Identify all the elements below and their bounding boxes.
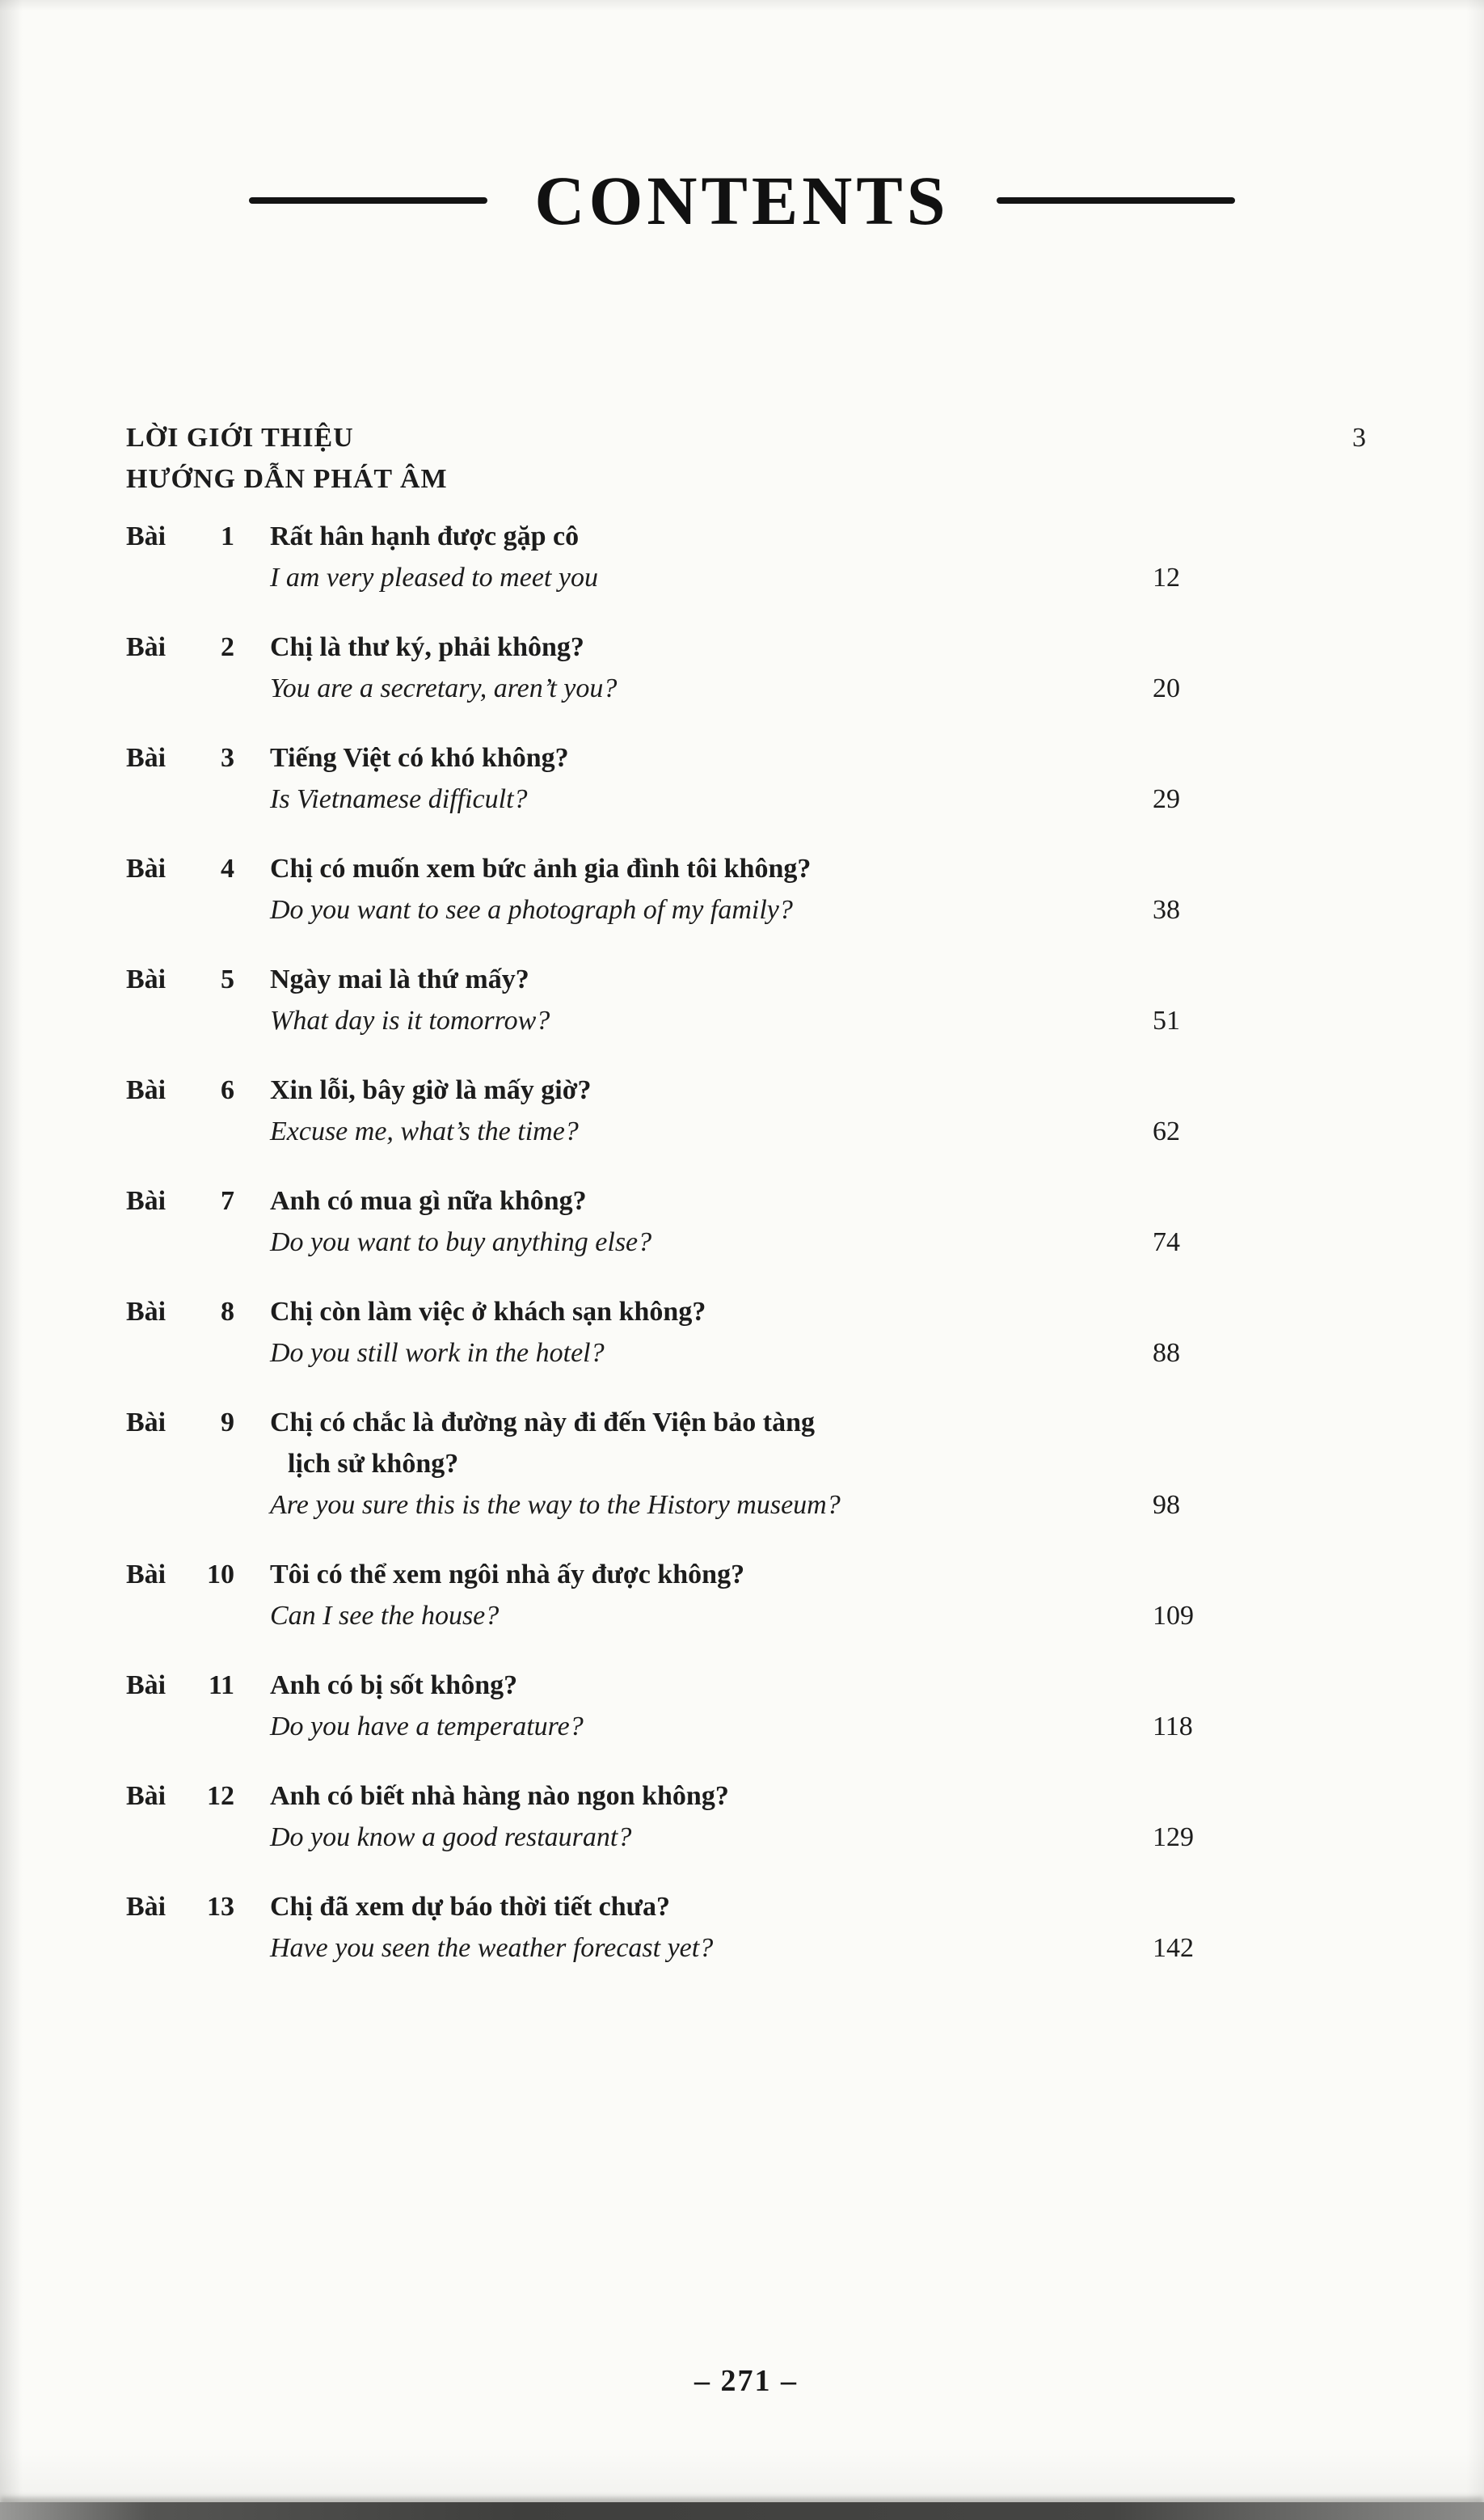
entry-label-number: 8 — [221, 1297, 234, 1327]
entry-title-en: Are you sure this is the way to the History museum? — [270, 1490, 841, 1520]
entry-body — [270, 848, 1143, 931]
toc-entry — [126, 1775, 1366, 1858]
entry-title-en: What day is it tomorrow? — [270, 1006, 550, 1036]
entry-label-word: Bài — [126, 1560, 167, 1589]
toc-front-item — [126, 458, 1366, 500]
toc-front-item — [126, 417, 1366, 458]
entry-body — [270, 1402, 1143, 1526]
entry-label — [126, 1180, 234, 1263]
front-item-label: LỜI GIỚI THIỆU — [126, 423, 354, 453]
entry-label — [126, 1070, 234, 1152]
title-rule-right — [997, 197, 1235, 204]
entry-label-number: 13 — [207, 1892, 234, 1922]
entry-title-en: Is Vietnamese difficult? — [270, 784, 528, 814]
entry-label-word: Bài — [126, 521, 167, 551]
entry-label-number: 5 — [221, 965, 234, 994]
toc-header — [0, 162, 1484, 239]
entry-body — [270, 737, 1143, 820]
entry-title-en: Excuse me, what’s the time? — [270, 1116, 579, 1146]
entry-title-vi: Chị đã xem dự báo thời tiết chưa? — [270, 1892, 671, 1922]
toc-entry — [126, 1402, 1366, 1526]
entry-label-number: 3 — [221, 743, 234, 773]
entry-title-vi: Chị có muốn xem bức ảnh gia đình tôi không? — [270, 854, 812, 884]
entry-label-number: 10 — [207, 1560, 234, 1589]
entry-title-vi: Rất hân hạnh được gặp cô — [270, 521, 580, 551]
entry-body — [270, 1775, 1143, 1858]
entry-title-vi: Xin lỗi, bây giờ là mấy giờ? — [270, 1075, 592, 1105]
entry-page-number: 3 — [1352, 423, 1366, 453]
entry-title-en: Can I see the house? — [270, 1601, 500, 1631]
entry-page-number: 12 — [1153, 563, 1180, 593]
entry-title-en: Do you want to buy anything else? — [270, 1227, 652, 1257]
toc-entry — [126, 1665, 1366, 1747]
entry-page-number: 98 — [1153, 1490, 1180, 1520]
entry-label-number: 7 — [221, 1186, 234, 1216]
entry-label-word: Bài — [126, 1408, 167, 1437]
entry-page-number: 142 — [1153, 1933, 1194, 1963]
footer-page-number: – 271 – — [694, 2364, 798, 2398]
entry-page-number: 74 — [1153, 1227, 1180, 1257]
entry-page-number: 129 — [1153, 1822, 1194, 1852]
entry-title-vi: Anh có biết nhà hàng nào ngon không? — [270, 1781, 729, 1811]
entry-page-number: 20 — [1153, 673, 1180, 703]
entry-title-en: Do you want to see a photograph of my family? — [270, 895, 793, 925]
scan-edge-artifact — [0, 2502, 1484, 2520]
entry-title-en: You are a secretary, aren’t you? — [270, 673, 618, 703]
entry-page-number: 62 — [1153, 1116, 1180, 1146]
entry-label-number: 4 — [221, 854, 234, 884]
toc-list — [126, 417, 1366, 1969]
entry-title-vi: Ngày mai là thứ mấy? — [270, 965, 529, 994]
entry-label — [126, 1665, 234, 1747]
entry-page-number: 88 — [1153, 1338, 1180, 1368]
entry-body — [270, 1180, 1143, 1263]
entry-label — [126, 1775, 234, 1858]
entry-label — [126, 1291, 234, 1374]
toc-entry — [126, 1886, 1366, 1969]
entry-label-word: Bài — [126, 1297, 167, 1327]
entry-body — [270, 959, 1143, 1041]
entry-title-en: Have you seen the weather forecast yet? — [270, 1933, 714, 1963]
entry-label-word: Bài — [126, 1075, 167, 1105]
entry-body — [270, 516, 1143, 598]
entry-title-vi-continued: lịch sử không? — [288, 1449, 459, 1479]
entry-body — [270, 1554, 1143, 1636]
entry-body — [270, 627, 1143, 709]
entry-title-en: Do you know a good restaurant? — [270, 1822, 632, 1852]
entry-title-vi: Tôi có thể xem ngôi nhà ấy được không? — [270, 1560, 745, 1589]
entry-page-number: 51 — [1153, 1006, 1180, 1036]
entry-page-number: 109 — [1153, 1601, 1194, 1631]
toc-entry — [126, 627, 1366, 709]
entry-label-word: Bài — [126, 1892, 167, 1922]
entry-label — [126, 1402, 234, 1526]
entry-label-number: 12 — [207, 1781, 234, 1811]
entry-label-number: 9 — [221, 1408, 234, 1437]
entry-label — [126, 1554, 234, 1636]
entry-label-number: 11 — [208, 1670, 234, 1700]
entry-title-vi: Tiếng Việt có khó không? — [270, 743, 569, 773]
entry-label-word: Bài — [126, 1781, 167, 1811]
toc-entry — [126, 737, 1366, 820]
entry-page-number: 29 — [1153, 784, 1180, 814]
entry-label — [126, 737, 234, 820]
entry-title-en: Do you still work in the hotel? — [270, 1338, 605, 1368]
entry-title-vi: Chị còn làm việc ở khách sạn không? — [270, 1297, 706, 1327]
entry-title-vi: Chị là thư ký, phải không? — [270, 632, 584, 662]
entry-label — [126, 627, 234, 709]
entry-title-en: Do you have a temperature? — [270, 1712, 584, 1741]
entry-label-word: Bài — [126, 854, 167, 884]
entry-page-number: 38 — [1153, 895, 1180, 925]
entry-title-vi: Anh có bị sốt không? — [270, 1670, 518, 1700]
book-page — [0, 162, 1484, 2398]
toc-entry — [126, 516, 1366, 598]
toc-front-section — [126, 417, 1366, 500]
entry-label — [126, 1886, 234, 1969]
toc-entry — [126, 1180, 1366, 1263]
entry-label-word: Bài — [126, 1670, 167, 1700]
entry-page-number: 118 — [1153, 1712, 1193, 1741]
entry-title-vi: Anh có mua gì nữa không? — [270, 1186, 587, 1216]
entry-label-word: Bài — [126, 743, 167, 773]
entry-label — [126, 959, 234, 1041]
entry-label-word: Bài — [126, 632, 167, 662]
entry-body — [270, 1665, 1143, 1747]
entry-label-word: Bài — [126, 965, 167, 994]
title-rule-left — [249, 197, 487, 204]
entry-label-word: Bài — [126, 1186, 167, 1216]
page-title: CONTENTS — [534, 162, 950, 239]
entry-title-vi: Chị có chắc là đường này đi đến Viện bảo tàng — [270, 1408, 816, 1437]
entry-body — [270, 1886, 1143, 1969]
toc-entry-section — [126, 516, 1366, 1969]
entry-label-number: 6 — [221, 1075, 234, 1105]
toc-entry — [126, 848, 1366, 931]
entry-body — [270, 1070, 1143, 1152]
entry-label — [126, 848, 234, 931]
front-item-label: HƯỚNG DẪN PHÁT ÂM — [126, 464, 448, 494]
entry-label — [126, 516, 234, 598]
toc-entry — [126, 959, 1366, 1041]
toc-entry — [126, 1291, 1366, 1374]
toc-entry — [126, 1554, 1366, 1636]
entry-title-en: I am very pleased to meet you — [270, 563, 598, 593]
entry-label-number: 1 — [221, 521, 234, 551]
toc-entry — [126, 1070, 1366, 1152]
entry-label-number: 2 — [221, 632, 234, 662]
entry-body — [270, 1291, 1143, 1374]
